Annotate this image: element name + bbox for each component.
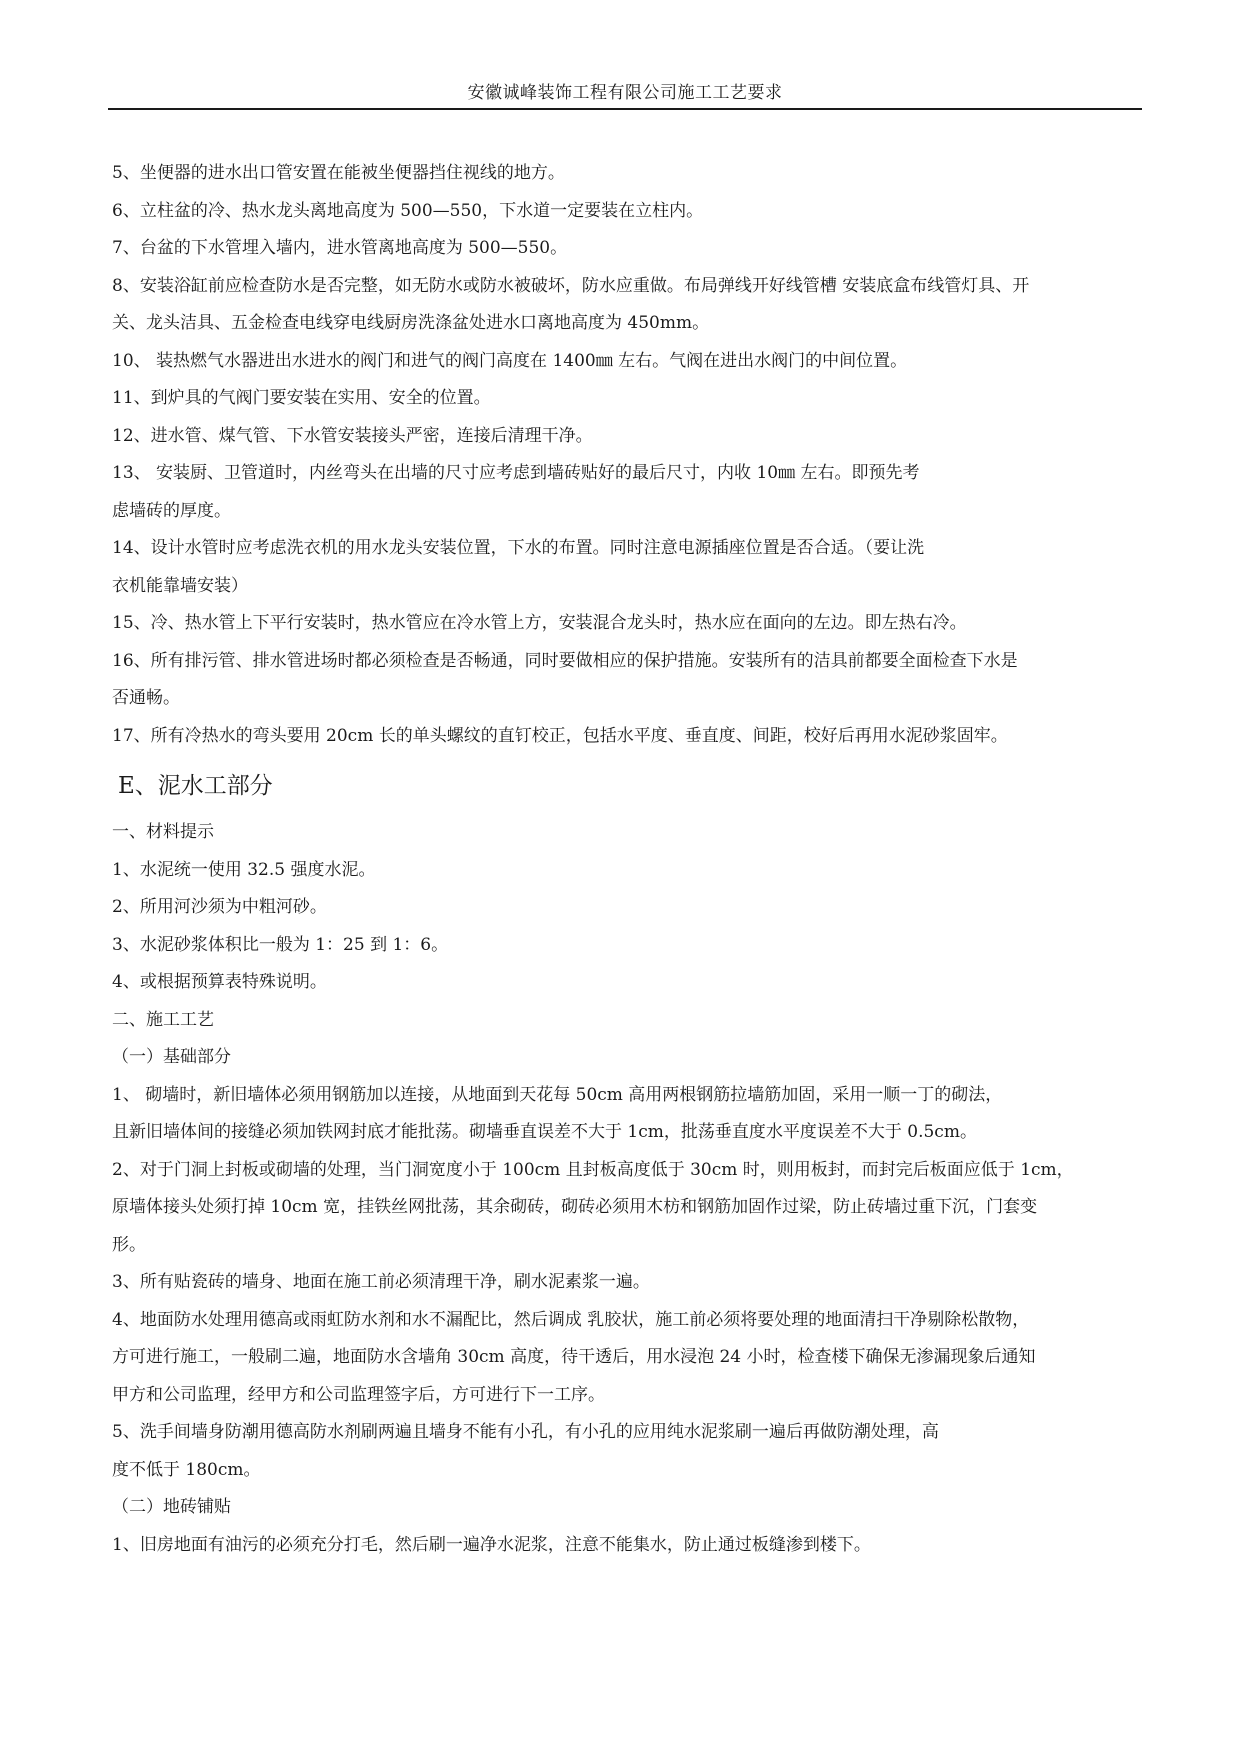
header-divider bbox=[108, 108, 1142, 110]
text-line: 原墙体接头处须打掉 10cm 宽，挂铁丝网批荡，其余砌砖，砌砖必须用木枋和钢筋加固作过梁，防止砖墙过重下沉，门套变 bbox=[112, 1197, 1038, 1217]
text-line: 衣机能靠墙安装） bbox=[112, 575, 248, 596]
document-body bbox=[112, 155, 1137, 1564]
text-line: 7、台盆的下水管埋入墙内，进水管离地高度为 500—550。 bbox=[112, 238, 568, 258]
text-line: 甲方和公司监理，经甲方和公司监理签字后，方可进行下一工序。 bbox=[112, 1384, 605, 1405]
text-line: 14、设计水管时应考虑洗衣机的用水龙头安装位置，下水的布置。同时注意电源插座位置是否合适。（要让洗 bbox=[112, 538, 925, 558]
text-line: 度不低于 180cm。 bbox=[112, 1459, 261, 1480]
page-header-title: 安徽诚峰装饰工程有限公司施工工艺要求 bbox=[467, 83, 783, 103]
subsection-title: 二、施工工艺 bbox=[112, 1009, 214, 1030]
text-line: 15、冷、热水管上下平行安装时，热水管应在冷水管上方，安装混合龙头时，热水应在面向的左边。即左热右冷。 bbox=[112, 613, 967, 633]
plumbing-requirements-list bbox=[112, 155, 1137, 755]
text-line: 11、到炉具的气阀门要安装在实用、安全的位置。 bbox=[112, 388, 491, 408]
text-line: 1、 砌墙时，新旧墙体必须用钢筋加以连接，从地面到天花每 50cm 高用两根钢筋拉墙筋加固，采用一顺一丁的砌法， bbox=[112, 1084, 1003, 1105]
text-line: 4、地面防水处理用德高或雨虹防水剂和水不漏配比，然后调成 乳胶状，施工前必须将要处理的地面清扫干净剔除松散物， bbox=[112, 1309, 1030, 1330]
text-line: 2、对于门洞上封板或砌墙的处理，当门洞宽度小于 100cm 且封板高度低于 30cm 时，则用板封，而封完后板面应低于 1cm， bbox=[112, 1159, 1074, 1180]
text-line: 17、所有冷热水的弯头要用 20cm 长的单头螺纹的直钉校正，包括水平度、垂直度、间距，校好后再用水泥砂浆固牢。 bbox=[112, 725, 1008, 746]
text-line: 1、水泥统一使用 32.5 强度水泥。 bbox=[112, 859, 376, 880]
text-line: 8、安装浴缸前应检查防水是否完整，如无防水或防水被破坏，防水应重做。布局弹线开好线管槽 安装底盒布线管灯具、开 bbox=[112, 275, 1030, 296]
text-line: 关、龙头洁具、五金检查电线穿电线厨房洗涤盆处进水口离地高度为 450mm。 bbox=[112, 313, 710, 333]
text-line: 5、坐便器的进水出口管安置在能被坐便器挡住视线的地方。 bbox=[112, 163, 565, 183]
text-line: 3、所有贴瓷砖的墙身、地面在施工前必须清理干净，刷水泥素浆一遍。 bbox=[112, 1272, 650, 1292]
text-line: 方可进行施工，一般刷二遍，地面防水含墙角 30cm 高度，待干透后，用水浸泡 24 小时，检查楼下确保无渗漏现象后通知 bbox=[112, 1347, 1036, 1367]
text-line: 13、 安装厨、卫管道时，内丝弯头在出墙的尺寸应考虑到墙砖贴好的最后尺寸，内收 10㎜ 左右。即预先考 bbox=[112, 463, 920, 483]
text-line: 1、旧房地面有油污的必须充分打毛，然后刷一遍净水泥浆，注意不能集水，防止通过板缝渗到楼下。 bbox=[112, 1534, 871, 1555]
text-line: 否通畅。 bbox=[112, 688, 180, 708]
subsection-title: （二）地砖铺贴 bbox=[112, 1497, 231, 1517]
text-line: 且新旧墙体间的接缝必须加铁网封底才能批荡。砌墙垂直误差不大于 1cm，批荡垂直度水平度误差不大于 0.5cm。 bbox=[112, 1122, 977, 1142]
text-line: 12、进水管、煤气管、下水管安装接头严密，连接后清理干净。 bbox=[112, 425, 593, 446]
subsection-title: （一）基础部分 bbox=[112, 1047, 231, 1067]
masonry-requirements-list bbox=[112, 814, 1137, 1564]
text-line: 5、洗手间墙身防潮用德高防水剂刷两遍且墙身不能有小孔，有小孔的应用纯水泥浆刷一遍后再做防潮处理，高 bbox=[112, 1422, 939, 1442]
text-line: 2、所用河沙须为中粗河砂。 bbox=[112, 897, 327, 917]
text-line: 形。 bbox=[112, 1234, 146, 1255]
text-line: 16、所有排污管、排水管进场时都必须检查是否畅通，同时要做相应的保护措施。安装所有的洁具前都要全面检查下水是 bbox=[112, 650, 1018, 671]
subsection-title: 一、材料提示 bbox=[112, 822, 214, 842]
text-line: 3、水泥砂浆体积比一般为 1：25 到 1：6。 bbox=[112, 934, 449, 955]
text-line: 10、 装热燃气水器进出水进水的阀门和进气的阀门高度在 1400㎜ 左右。气阀在进出水阀门的中间位置。 bbox=[112, 350, 908, 371]
section-heading: E、泥水工部分 bbox=[118, 773, 273, 799]
text-line: 6、立柱盆的冷、热水龙头离地高度为 500—550，下水道一定要装在立柱内。 bbox=[112, 200, 704, 221]
text-line: 虑墙砖的厚度。 bbox=[112, 500, 231, 521]
text-line: 4、或根据预算表特殊说明。 bbox=[112, 972, 327, 992]
